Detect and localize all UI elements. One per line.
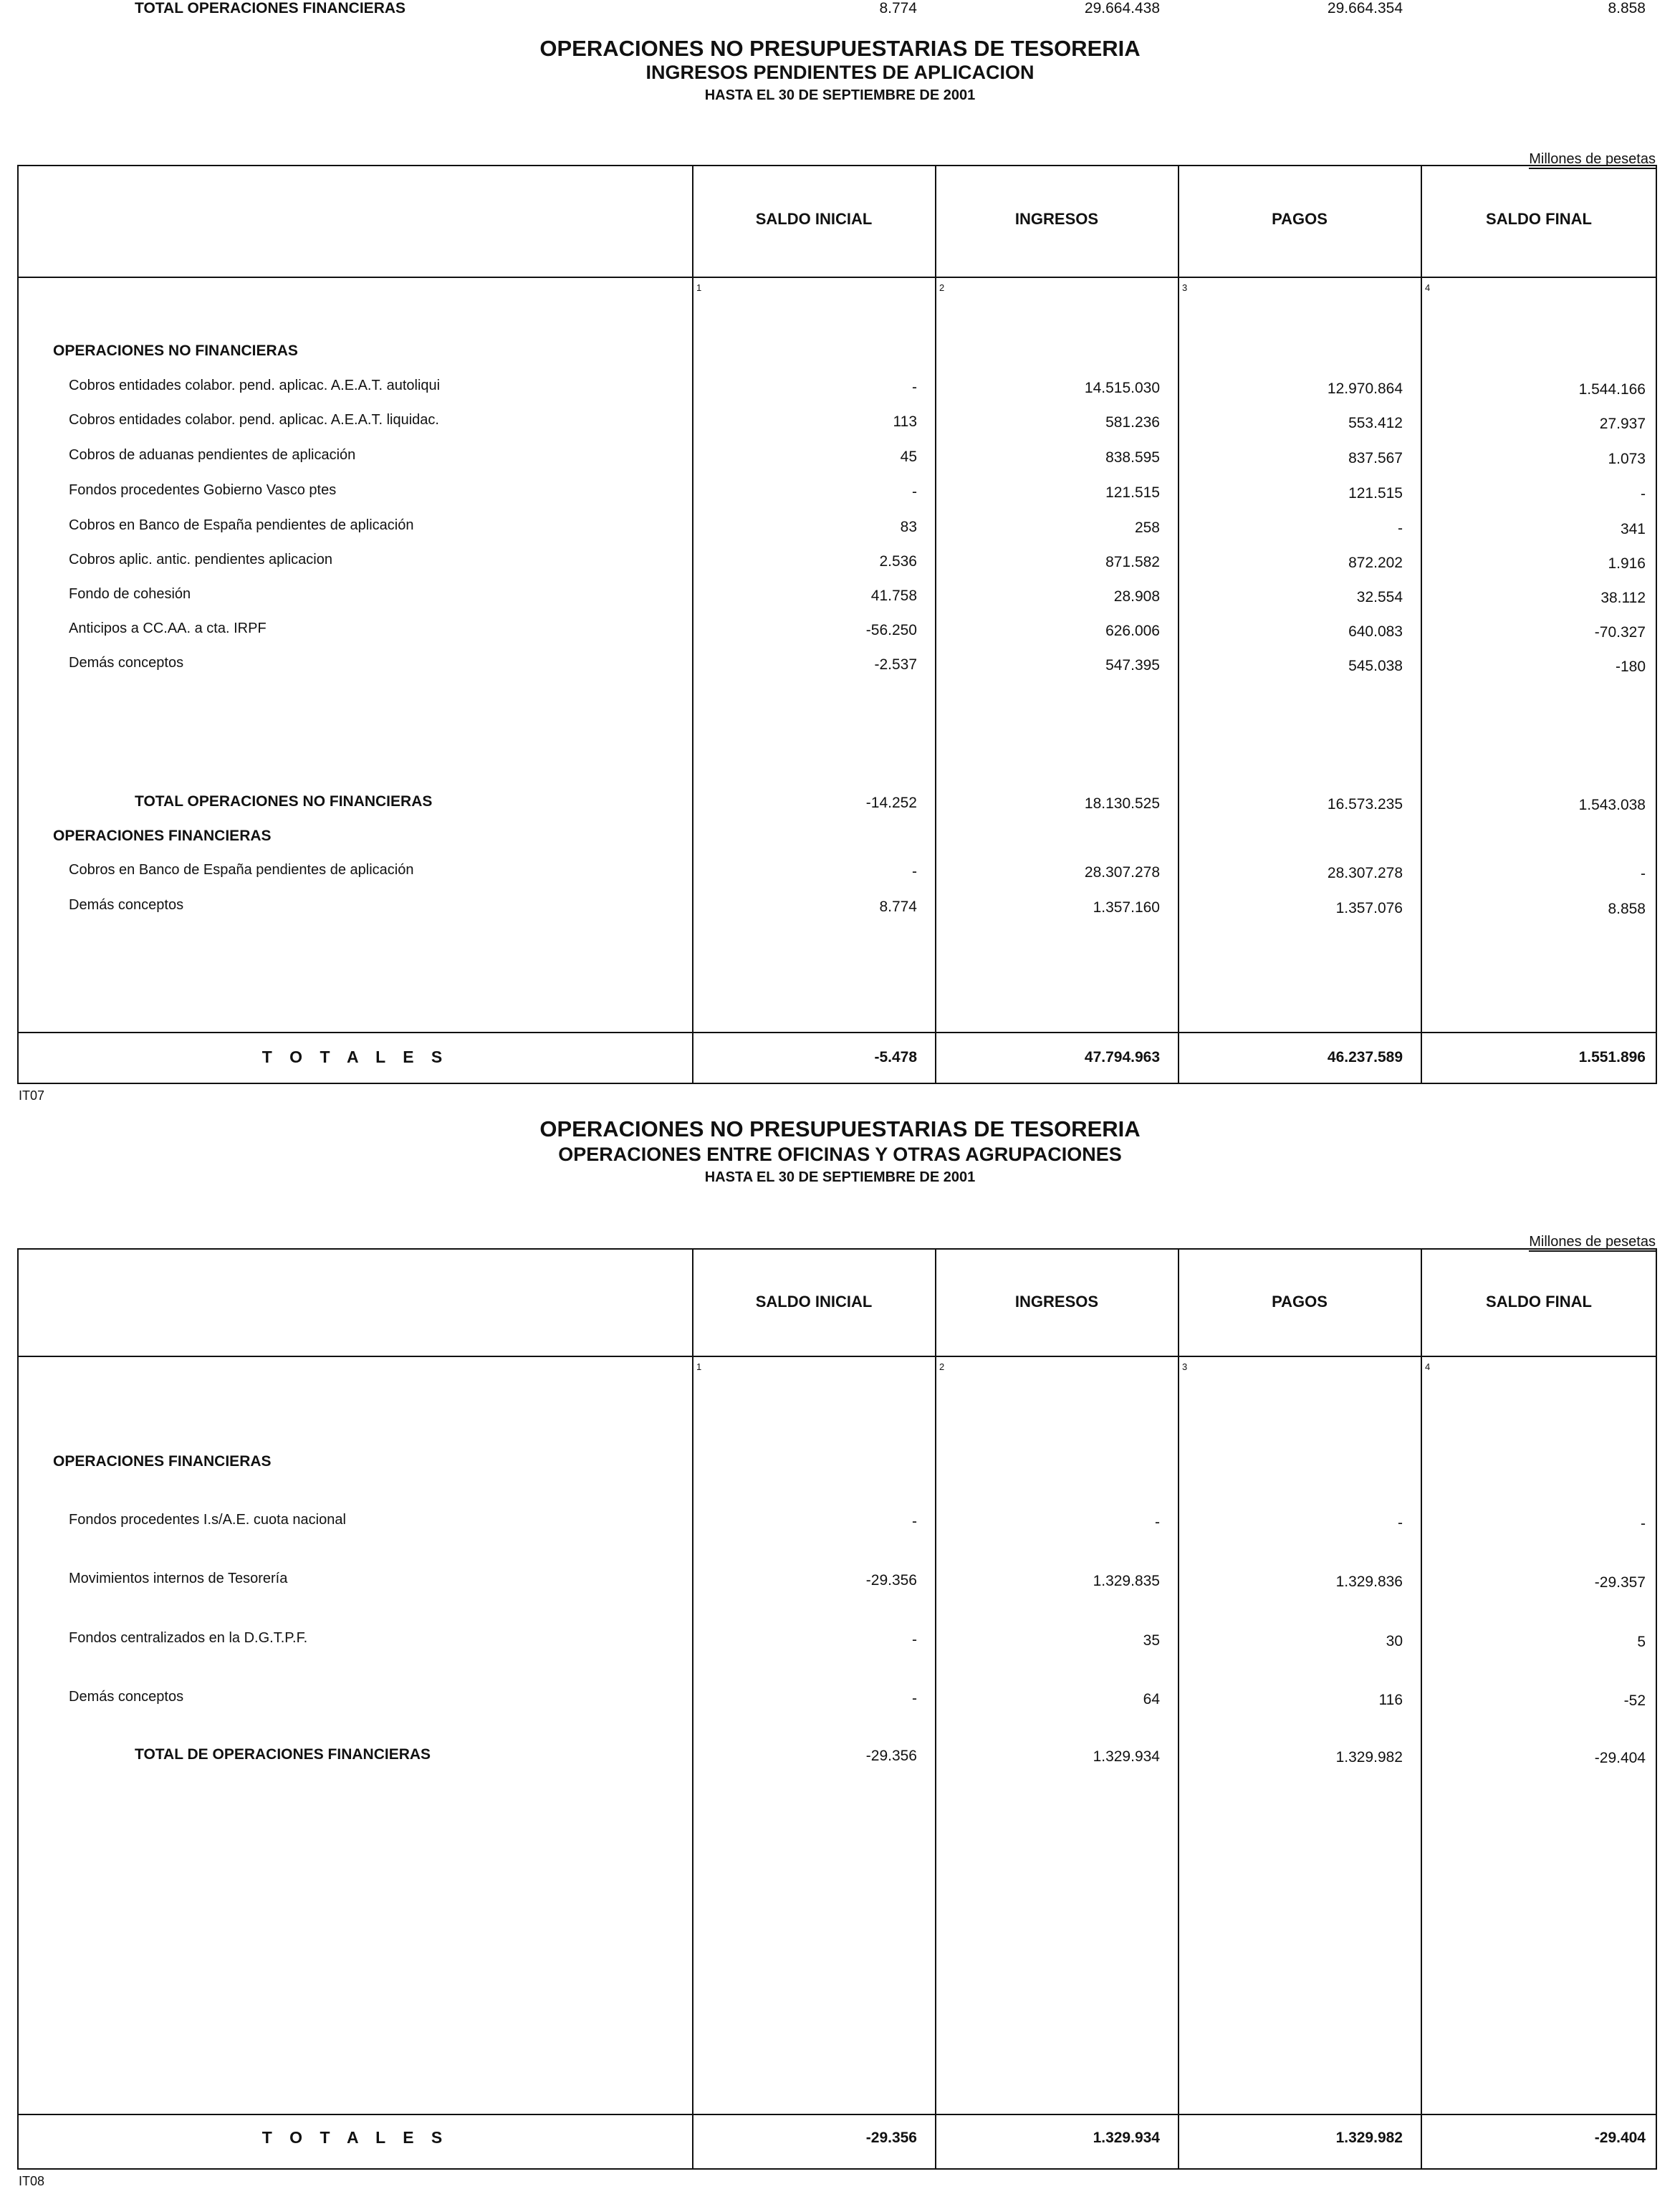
row-label: Demás conceptos [69, 1689, 184, 1705]
cell-value: 1.544.166 [1578, 381, 1646, 398]
row-label: Cobros de aduanas pendientes de aplicación [69, 447, 356, 463]
column-number: 2 [939, 1361, 945, 1372]
column-number: 3 [1182, 282, 1188, 293]
total-value: -29.356 [865, 2130, 917, 2146]
cell-value: 116 [1378, 1692, 1403, 1708]
table-frame [17, 1248, 1657, 2170]
cell-value: - [1398, 1515, 1403, 1531]
cell-value: 121.515 [1105, 484, 1160, 501]
row-label: Cobros entidades colabor. pend. aplicac. A.E.A.T. liquidac. [69, 412, 439, 428]
row-label: Demás conceptos [69, 655, 184, 671]
cell-value: - [912, 484, 917, 500]
cell-value: 1.329.982 [1335, 1749, 1403, 1766]
cell-value: 18.130.525 [1084, 795, 1160, 812]
report-date: HASTA EL 30 DE SEPTIEMBRE DE 2001 [704, 87, 976, 103]
subtotal-label: TOTAL DE OPERACIONES FINANCIERAS [135, 1746, 431, 1763]
cell-value: 837.567 [1348, 450, 1403, 466]
cell-value: 626.006 [1105, 623, 1160, 639]
column-number: 4 [1425, 282, 1431, 293]
column-header: SALDO FINAL [1486, 210, 1592, 228]
cell-value: 1.543.038 [1578, 797, 1646, 813]
column-divider [692, 165, 693, 1084]
totals-label: T O T A L E S [261, 2128, 449, 2147]
total-value: 46.237.589 [1327, 1049, 1403, 1065]
report-date: HASTA EL 30 DE SEPTIEMBRE DE 2001 [704, 1169, 976, 1185]
total-value: 1.551.896 [1578, 1049, 1646, 1065]
row-label: Movimientos internos de Tesorería [69, 1571, 288, 1586]
cell-value: 341 [1620, 521, 1646, 537]
cell-value: 29.664.354 [1327, 0, 1403, 16]
cell-value: - [1641, 1515, 1646, 1532]
cell-value: 28.307.278 [1327, 865, 1403, 881]
cell-value: - [1641, 866, 1646, 882]
cell-value: -2.537 [874, 656, 917, 673]
cell-value: -29.356 [865, 1748, 917, 1764]
totals-label: T O T A L E S [261, 1048, 449, 1066]
cell-value: -180 [1615, 658, 1646, 675]
cell-value: 8.858 [1608, 0, 1646, 16]
cell-value: 1.357.076 [1335, 900, 1403, 916]
totals-divider [17, 1032, 1657, 1033]
column-divider [935, 1248, 936, 2170]
cell-value: 553.412 [1348, 415, 1403, 431]
units-label: Millones de pesetas [1529, 1234, 1656, 1250]
column-number: 1 [696, 282, 702, 293]
row-label: Demás conceptos [69, 897, 184, 913]
cell-value: 1.916 [1608, 555, 1646, 572]
cell-value: 27.937 [1599, 416, 1646, 432]
table-code: IT07 [19, 1088, 45, 1103]
cell-value: 28.908 [1113, 588, 1160, 605]
cell-value: 872.202 [1348, 555, 1403, 571]
report-title: OPERACIONES NO PRESUPUESTARIAS DE TESORERIA [539, 1116, 1141, 1141]
report-title: OPERACIONES NO PRESUPUESTARIAS DE TESORERIA [539, 36, 1141, 61]
row-label: Cobros en Banco de España pendientes de aplicación [69, 862, 414, 878]
cell-value: 581.236 [1105, 414, 1160, 431]
cell-value: 8.858 [1608, 901, 1646, 917]
total-value: 1.329.982 [1335, 2130, 1403, 2146]
cell-value: 113 [893, 413, 917, 430]
cell-value: - [1155, 1514, 1160, 1531]
row-label: Fondos procedentes I.s/A.E. cuota nacional [69, 1512, 346, 1528]
cell-value: 121.515 [1348, 485, 1403, 502]
cell-value: 1.073 [1608, 451, 1646, 467]
cell-value: - [912, 1632, 917, 1648]
column-header: INGRESOS [1014, 1293, 1099, 1311]
cell-value: 838.595 [1105, 449, 1160, 466]
section-heading: OPERACIONES FINANCIERAS [53, 828, 272, 844]
subtotal-label: TOTAL OPERACIONES NO FINANCIERAS [135, 793, 433, 810]
cell-value: - [1641, 486, 1646, 502]
cell-value: 5 [1637, 1634, 1646, 1650]
row-label: Anticipos a CC.AA. a cta. IRPF [69, 621, 267, 636]
row-label: Fondo de cohesión [69, 586, 191, 602]
row-label: Fondos procedentes Gobierno Vasco ptes [69, 482, 337, 498]
cell-value: 83 [900, 519, 917, 535]
column-number: 3 [1182, 1361, 1188, 1372]
cell-value: 8.774 [879, 0, 917, 16]
column-divider [935, 165, 936, 1084]
total-value: -5.478 [874, 1049, 917, 1065]
cell-value: 29.664.438 [1084, 0, 1160, 16]
cell-value: 2.536 [879, 553, 917, 570]
column-header: INGRESOS [1014, 210, 1099, 228]
column-divider [1178, 1248, 1179, 2170]
column-number: 2 [939, 282, 945, 293]
column-divider [1421, 1248, 1422, 2170]
cell-value: 545.038 [1348, 658, 1403, 674]
cell-value: 1.329.836 [1335, 1574, 1403, 1590]
cell-value: -52 [1623, 1692, 1646, 1709]
cell-value: 45 [900, 449, 917, 465]
row-label: Fondos centralizados en la D.G.T.P.F. [69, 1630, 308, 1646]
units-label: Millones de pesetas [1529, 151, 1656, 168]
column-header: PAGOS [1272, 210, 1328, 228]
cell-value: -29.404 [1594, 1750, 1646, 1766]
totals-divider [17, 2114, 1657, 2115]
section-heading: OPERACIONES NO FINANCIERAS [53, 343, 298, 359]
cell-value: 12.970.864 [1327, 380, 1403, 397]
column-number: 4 [1425, 1361, 1431, 1372]
cell-value: - [912, 379, 917, 396]
cell-value: 32.554 [1356, 589, 1403, 605]
cell-value: 258 [1134, 519, 1160, 536]
row-label: Cobros en Banco de España pendientes de aplicación [69, 517, 414, 533]
cell-value: 547.395 [1105, 657, 1160, 674]
report-subtitle: OPERACIONES ENTRE OFICINAS Y OTRAS AGRUPACIONES [558, 1144, 1122, 1165]
cell-value: -70.327 [1594, 624, 1646, 641]
cell-value: 41.758 [870, 588, 917, 604]
cell-value: 30 [1386, 1633, 1403, 1649]
cell-value: 8.774 [879, 899, 917, 915]
cell-value: -29.356 [865, 1572, 917, 1589]
cell-value: - [912, 1513, 917, 1530]
cell-value: - [1398, 520, 1403, 537]
column-divider [692, 1248, 693, 2170]
cell-value: 1.329.835 [1093, 1573, 1160, 1589]
row-label: Cobros entidades colabor. pend. aplicac. A.E.A.T. autoliqui [69, 378, 441, 393]
total-value: -29.404 [1594, 2130, 1646, 2146]
column-divider [1178, 165, 1179, 1084]
cell-value: - [912, 1690, 917, 1707]
column-header: SALDO INICIAL [755, 210, 873, 228]
header-divider [17, 277, 1657, 278]
header-divider [17, 1356, 1657, 1357]
cell-value: -14.252 [865, 795, 917, 811]
row-label: Cobros aplic. antic. pendientes aplicacion [69, 552, 332, 567]
cell-value: 16.573.235 [1327, 796, 1403, 813]
cell-value: 871.582 [1105, 554, 1160, 570]
cell-value: 28.307.278 [1084, 864, 1160, 881]
total-value: 1.329.934 [1093, 2130, 1160, 2146]
subtotal-label: TOTAL OPERACIONES FINANCIERAS [135, 0, 406, 16]
cell-value: 14.515.030 [1084, 380, 1160, 396]
cell-value: - [912, 863, 917, 880]
cell-value: 1.357.160 [1093, 899, 1160, 916]
report-subtitle: INGRESOS PENDIENTES DE APLICACION [645, 62, 1035, 83]
column-header: SALDO FINAL [1486, 1293, 1592, 1311]
cell-value: 64 [1143, 1691, 1160, 1707]
cell-value: 1.329.934 [1093, 1748, 1160, 1765]
cell-value: -56.250 [865, 622, 917, 638]
cell-value: 35 [1143, 1632, 1160, 1649]
section-heading: OPERACIONES FINANCIERAS [53, 1453, 272, 1470]
column-number: 1 [696, 1361, 702, 1372]
cell-value: -29.357 [1594, 1574, 1646, 1591]
column-divider [1421, 165, 1422, 1084]
total-value: 47.794.963 [1084, 1049, 1160, 1065]
cell-value: 640.083 [1348, 623, 1403, 640]
column-header: PAGOS [1272, 1293, 1328, 1311]
column-header: SALDO INICIAL [755, 1293, 873, 1311]
table-code: IT08 [19, 2174, 45, 2188]
cell-value: 38.112 [1600, 590, 1646, 606]
